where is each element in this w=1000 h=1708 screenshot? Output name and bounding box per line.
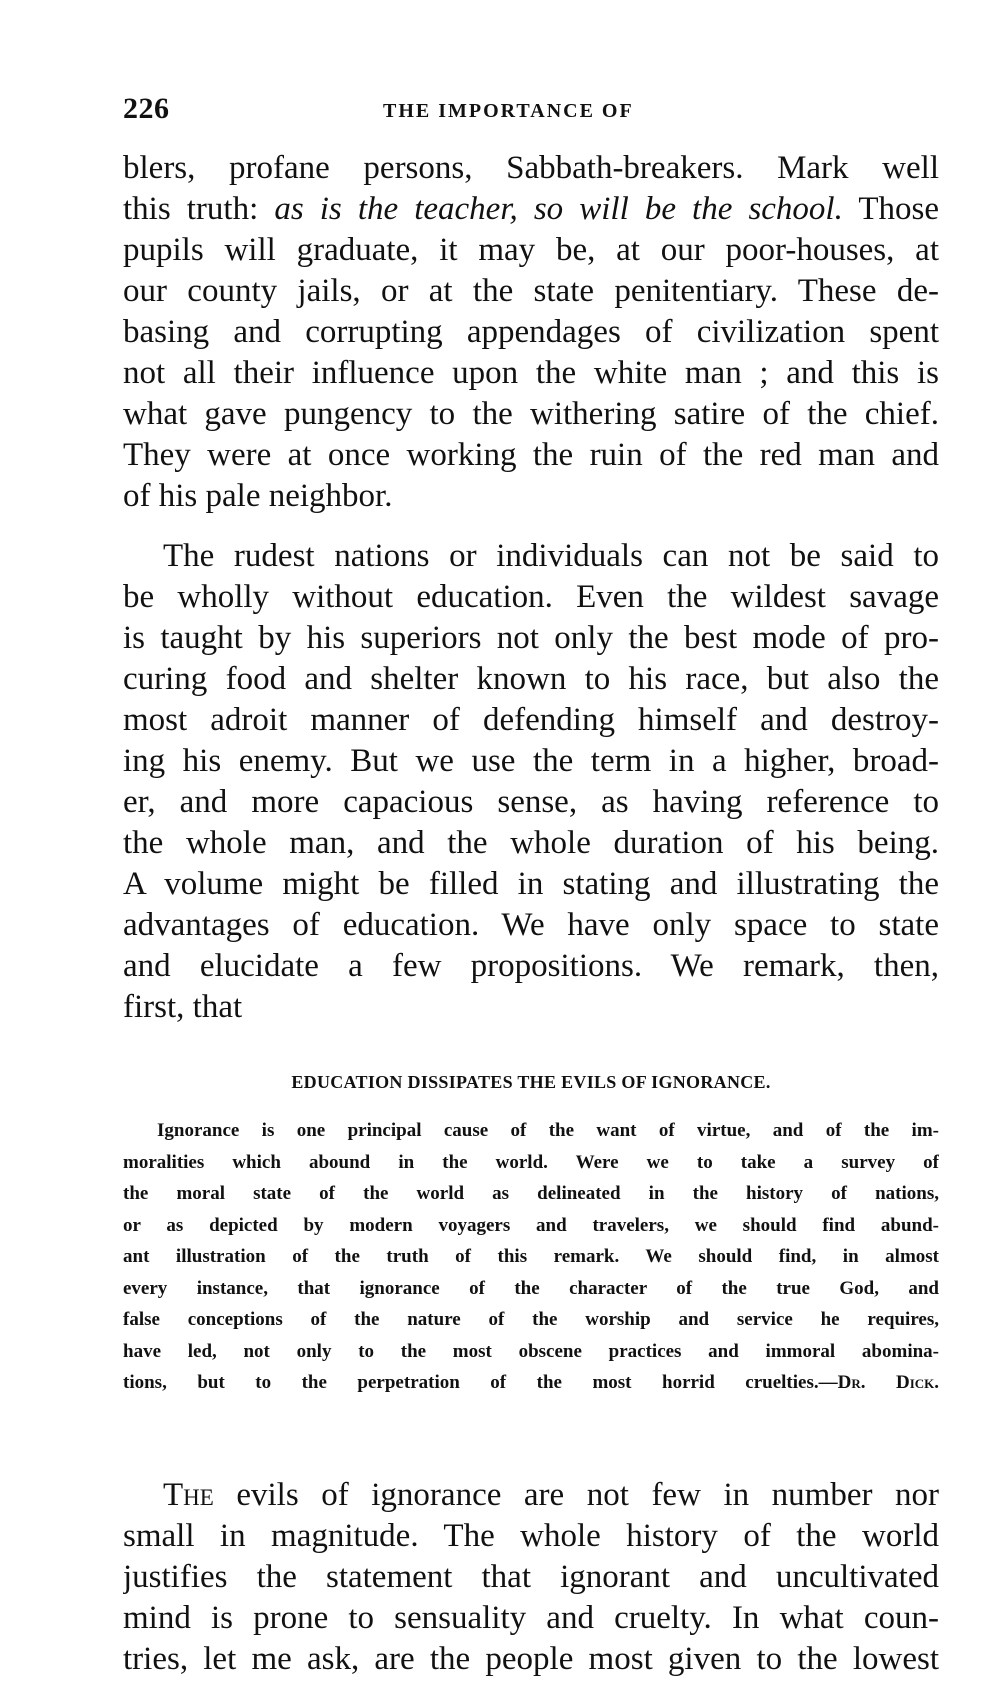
text-line: not all their influence upon the white man ; and this is: [123, 355, 939, 391]
quote-line: false conceptions of the nature of the worship and service he requires,: [123, 1309, 939, 1330]
quote-text: tions, but to the perpetration of the most horrid cruelties.—: [123, 1372, 838, 1393]
text-line: the whole man, and the whole duration of his being.: [123, 825, 939, 861]
paragraph-2: [123, 536, 939, 1028]
text-line: A volume might be filled in stating and illustrating the: [123, 866, 939, 902]
paragraph-1: [123, 148, 939, 517]
page-number: 226: [123, 92, 170, 125]
text-line: our county jails, or at the state penitentiary. These de-: [123, 273, 939, 309]
quote-line: have led, not only to the most obscene practices and immoral abomina-: [123, 1340, 939, 1362]
italic-emphasis: as is the teacher, so will be the school.: [274, 191, 843, 227]
opening-word: The: [163, 1477, 214, 1513]
text-line: [123, 189, 939, 230]
running-title: THE IMPORTANCE OF: [383, 100, 634, 122]
text-line: justifies the statement that ignorant and uncultivated: [123, 1559, 939, 1595]
paragraph-3: [123, 1475, 939, 1680]
text-span: this truth:: [123, 191, 275, 227]
section-heading: EDUCATION DISSIPATES THE EVILS OF IGNORANCE.: [291, 1072, 771, 1092]
text-line: They were at once working the ruin of the red man and: [123, 437, 939, 473]
text-line: small in magnitude. The whole history of the world: [123, 1518, 939, 1554]
quote-line: [123, 1367, 939, 1399]
text-line: of his pale neighbor.: [123, 478, 393, 514]
text-line: is taught by his superiors not only the best mode of pro-: [123, 620, 939, 656]
text-line: curing food and shelter known to his race, but also the: [123, 661, 939, 697]
text-line: most adroit manner of defending himself and destroy-: [123, 702, 939, 738]
text-line: ing his enemy. But we use the term in a higher, broad-: [123, 743, 939, 779]
text-line: tries, let me ask, are the people most given to the lowest: [123, 1641, 939, 1677]
text-line: blers, profane persons, Sabbath-breakers. Mark well: [123, 150, 939, 186]
text-line: [123, 1475, 939, 1516]
text-line: mind is prone to sensuality and cruelty. In what coun-: [123, 1600, 939, 1636]
quote-line: or as depicted by modern voyagers and travelers, we should find abund-: [123, 1214, 939, 1236]
text-line: be wholly without education. Even the wildest savage: [123, 579, 939, 615]
quote-line: ant illustration of the truth of this remark. We should find, in almost: [123, 1246, 939, 1267]
quote-attribution: Dr. Dick.: [837, 1372, 939, 1393]
text-line: and elucidate a few propositions. We remark, then,: [123, 948, 939, 984]
text-line: advantages of education. We have only space to state: [123, 907, 939, 943]
running-head: [123, 92, 939, 132]
quote-line: the moral state of the world as delineated in the history of nations,: [123, 1183, 939, 1204]
text-line: pupils will graduate, it may be, at our poor-houses, at: [123, 232, 939, 268]
epigraph-quote: [123, 1115, 939, 1399]
text-span: evils of ignorance are not few in number nor: [213, 1477, 939, 1513]
quote-line: moralities which abound in the world. Were we to take a survey of: [123, 1151, 939, 1173]
text-span: Those: [842, 191, 939, 227]
text-line: first, that: [123, 989, 243, 1025]
quote-line: Ignorance is one principal cause of the want of virtue, and of the im-: [157, 1120, 939, 1141]
text-line: The rudest nations or individuals can not be said to: [163, 538, 939, 574]
text-line: what gave pungency to the withering satire of the chief.: [123, 396, 939, 432]
text-line: er, and more capacious sense, as having reference to: [123, 784, 939, 820]
quote-line: every instance, that ignorance of the character of the true God, and: [123, 1277, 939, 1299]
text-line: basing and corrupting appendages of civilization spent: [123, 314, 939, 350]
